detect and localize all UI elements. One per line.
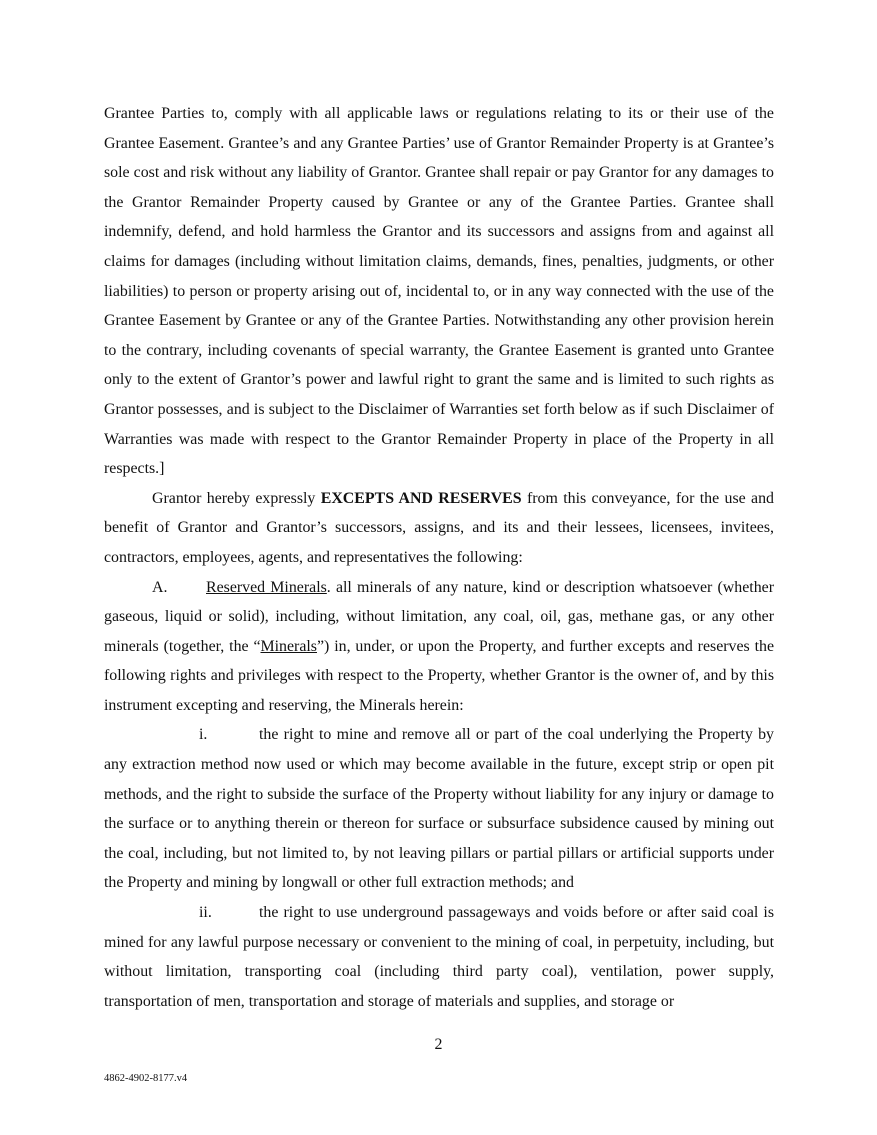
reserved-minerals-heading: Reserved Minerals (206, 578, 327, 596)
section-marker-a: A. (152, 578, 168, 596)
sub-item-i-marker: i. (199, 726, 208, 744)
paragraph-excepts-reserves (104, 484, 774, 573)
sub-item-ii (104, 898, 774, 1016)
page-number: 2 (434, 1036, 443, 1053)
excepts-text-before: Grantor hereby expressly (152, 489, 321, 507)
document-body (104, 99, 774, 1016)
paragraph-indemnity (104, 99, 774, 484)
document-id: 4862-4902-8177.v4 (104, 1073, 188, 1084)
excepts-bold-phrase: EXCEPTS AND RESERVES (320, 489, 522, 507)
reserved-minerals-text-2: ”) in, under, or upon the Property, and further excepts and reserves the following rights and privileges with respect to the Property, whether Grantor is the owner of, and by this instrument excepting and reserving, the Minerals herein: (104, 637, 775, 714)
sub-item-i-text: the right to mine and remove all or part of the coal underlying the Property by any extraction method now used or which may become available in the future, except strip or open pit methods, and the right to subside the surface of the Property without liability for any injury or damage to the surface or to anything therein or thereon for surface or subsurface subsidence caused by mining out the coal, including, but not limited to, by not leaving pillars or partial pillars or artificial supports under the Property and mining by longwall or other full extraction methods; and (104, 726, 774, 892)
paragraph-indemnity-text: Grantee Parties to, comply with all applicable laws or regulations relating to its or their use of the Grantee Easement. Grantee’s and any Grantee Parties’ use of Grantor Remainder Property is at Grantee’s sole cost and risk without any liability of Grantor. Grantee shall repair or pay Grantor for any damages to the Grantor Remainder Property caused by Grantee or any of the Grantee Parties. Grantee shall indemnify, defend, and hold harmless the Grantor and its successors and assigns from and against all claims for damages (including without limitation claims, demands, fines, penalties, judgments, or other liabilities) to person or property arising out of, incidental to, or in any way connected with the use of the Grantee Easement by Grantee or any of the Grantee Parties. Notwithstanding any other provision herein to the contrary, including covenants of special warranty, the Grantee Easement is granted unto Grantee only to the extent of Grantor’s power and lawful right to grant the same and is limited to such rights as Grantor possesses, and is subject to the Disclaimer of Warranties set forth below as if such Disclaimer of Warranties was made with respect to the Grantor Remainder Property in place of the Property in all respects.] (104, 105, 774, 478)
sub-item-i (104, 720, 774, 898)
sub-item-ii-text: the right to use underground passageways and voids before or after said coal is mined for any lawful purpose necessary or convenient to the mining of coal, in perpetuity, including, but without limitation, transporting coal (including third party coal), ventilation, power supply, transportation of men, transportation and storage of materials and supplies, and storage or (104, 904, 774, 1010)
excepts-text-after: from this conveyance, for the use and benefit of Grantor and Grantor’s successors, assigns, and its and their lessees, licensees, invitees, contractors, employees, agents, and representatives the following: (104, 489, 774, 566)
sub-item-ii-marker: ii. (199, 904, 212, 922)
paragraph-reserved-minerals (104, 573, 774, 721)
reserved-minerals-text-1: . all minerals of any nature, kind or description whatsoever (whether gaseous, liquid or solid), including, without limitation, any coal, oil, gas, methane gas, or any other minerals (together, the “ (104, 578, 774, 655)
minerals-defined-term: Minerals (260, 637, 317, 655)
